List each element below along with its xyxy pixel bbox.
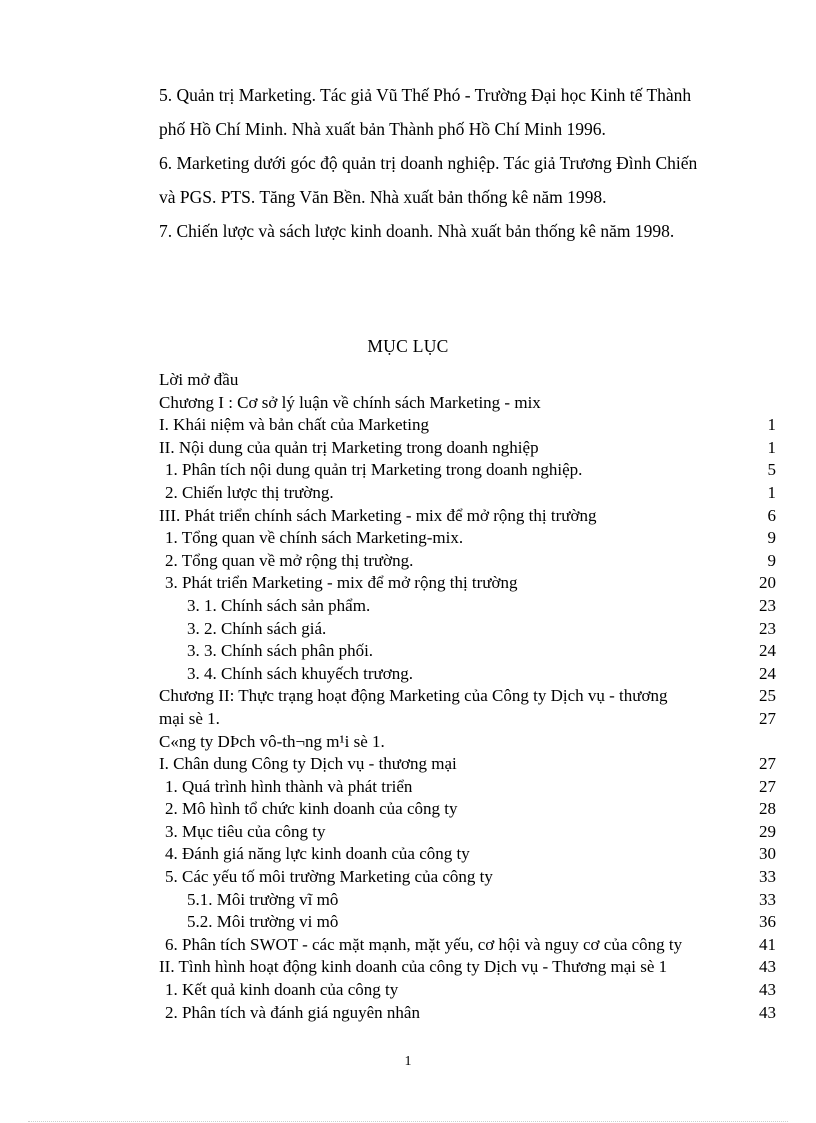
toc-entry-label: Chương I : Cơ sở lý luận về chính sách Marketing - mix — [159, 392, 541, 412]
toc-entry-label: 5.1. Môi trường vĩ mô — [187, 889, 339, 909]
toc-entry-label: 5. Các yếu tố môi trường Marketing của công ty — [165, 867, 493, 887]
toc-entry — [159, 505, 776, 528]
page-number: 1 — [404, 1054, 412, 1069]
toc-entry-page: 27 — [759, 776, 776, 796]
toc-entry — [159, 843, 776, 866]
toc-entry-label: 2. Mô hình tổ chức kinh doanh của công ty — [165, 799, 458, 819]
toc-entry — [159, 776, 776, 799]
toc-entry-label: I. Chân dung Công ty Dịch vụ - thương mại — [159, 754, 457, 774]
toc-entry-label: 3. 1. Chính sách sản phẩm. — [187, 595, 371, 615]
toc-entry — [159, 482, 776, 505]
toc-entry-page: 23 — [759, 618, 776, 638]
toc-entry-label: 6. Phân tích SWOT - các mặt mạnh, mặt yếu, cơ hội và nguy cơ của công ty — [165, 934, 683, 954]
toc-entry-page: 20 — [759, 573, 776, 593]
toc-entry — [159, 821, 776, 844]
toc-entry-label: 3. Phát triển Marketing - mix để mở rộng thị trường — [165, 573, 518, 593]
reference-line: 6. Marketing dưới góc độ quản trị doanh nghiệp. Tác giả Trương Đình Chiến — [159, 153, 698, 173]
toc-entry-label: Chương II: Thực trạng hoạt động Marketing của Công ty Dịch vụ - thương — [159, 686, 668, 706]
toc-entry-label: C«ng ty DÞch vô-th¬ng m¹i sè 1. — [159, 731, 385, 751]
toc-entry — [159, 527, 776, 550]
toc-entry-label: II. Nội dung của quản trị Marketing trong doanh nghiệp — [159, 437, 539, 457]
toc-entry-page: 43 — [759, 980, 776, 1000]
toc-entry-label: mại sè 1. — [159, 708, 220, 728]
toc-entry — [159, 550, 776, 573]
toc-entry-page: 36 — [759, 912, 776, 932]
toc-entry-page: 9 — [767, 528, 776, 548]
toc-entry — [159, 1002, 776, 1025]
toc-entry-label: 3. 2. Chính sách giá. — [187, 618, 327, 638]
toc-entry-page: 43 — [759, 957, 776, 977]
toc-entry-page: 27 — [759, 754, 776, 774]
reference-line: 7. Chiến lược và sách lược kinh doanh. Nhà xuất bản thống kê năm 1998. — [159, 221, 675, 241]
references-section — [159, 78, 739, 248]
toc-entry-label: 1. Quá trình hình thành và phát triển — [165, 776, 413, 796]
reference-line: 5. Quản trị Marketing. Tác giả Vũ Thế Phó - Trường Đại học Kinh tế Thành — [159, 85, 692, 105]
toc-entry-label: II. Tình hình hoạt động kinh doanh của công ty Dịch vụ - Thương mại sè 1 — [159, 957, 668, 977]
toc-entry-label: 1. Phân tích nội dung quản trị Marketing trong doanh nghiệp. — [165, 460, 583, 480]
toc-entry-page: 9 — [767, 550, 776, 570]
toc-entry — [159, 595, 776, 618]
toc-entry-label: 3. Mục tiêu của công ty — [165, 821, 326, 841]
toc-entry-label: 2. Tổng quan về mở rộng thị trường. — [165, 550, 414, 570]
toc-entry — [159, 753, 776, 776]
toc-entry-label: III. Phát triển chính sách Marketing - mix để mở rộng thị trường — [159, 505, 597, 525]
toc-entry — [159, 640, 776, 663]
toc-entry-label: 3. 4. Chính sách khuyếch trương. — [187, 663, 413, 683]
toc-entry-page: 29 — [759, 821, 776, 841]
toc-entry-page: 5 — [767, 460, 776, 480]
toc-entry-page: 33 — [759, 867, 776, 887]
toc-entry-page: 24 — [759, 641, 776, 661]
reference-line: phố Hồ Chí Minh. Nhà xuất bản Thành phố Hồ Chí Minh 1996. — [159, 119, 606, 139]
toc-entry-page: 41 — [759, 934, 776, 954]
toc-entry — [159, 572, 776, 595]
toc-entry-label: 2. Chiến lược thị trường. — [165, 482, 334, 502]
table-of-contents — [159, 369, 776, 1024]
toc-entry — [159, 618, 776, 641]
toc-entry-label: 3. 3. Chính sách phân phối. — [187, 641, 374, 661]
toc-entry-page: 30 — [759, 844, 776, 864]
toc-entry — [159, 708, 776, 731]
toc-entry-label: 4. Đánh giá năng lực kinh doanh của công ty — [165, 844, 470, 864]
toc-entry — [159, 934, 776, 957]
toc-entry-label: 2. Phân tích và đánh giá nguyên nhân — [165, 1002, 420, 1022]
toc-entry-page: 1 — [767, 482, 776, 502]
toc-entry — [159, 459, 776, 482]
toc-entry-page: 1 — [767, 437, 776, 457]
toc-entry-page: 43 — [759, 1002, 776, 1022]
toc-entry-page: 24 — [759, 663, 776, 683]
toc-entry — [159, 979, 776, 1002]
toc-entry — [159, 889, 776, 912]
toc-entry-page: 25 — [759, 686, 776, 706]
toc-entry-label: 1. Kết quả kinh doanh của công ty — [165, 980, 399, 1000]
toc-entry-label: 1. Tổng quan về chính sách Marketing-mix. — [165, 528, 464, 548]
reference-line: và PGS. PTS. Tăng Văn Bền. Nhà xuất bản thống kê năm 1998. — [159, 187, 607, 207]
page-bottom-divider — [28, 1121, 788, 1122]
toc-entry-label: I. Khái niệm và bản chất của Marketing — [159, 415, 430, 435]
toc-entry-page: 27 — [759, 708, 776, 728]
toc-entry — [159, 731, 776, 754]
toc-entry — [159, 392, 776, 415]
toc-title: MỤC LỤC — [367, 336, 449, 356]
toc-entry-label: 5.2. Môi trường vi mô — [187, 912, 339, 932]
toc-entry-label: Lời mở đầu — [159, 370, 239, 389]
toc-entry — [159, 369, 776, 392]
toc-entry-page: 28 — [759, 799, 776, 819]
toc-entry — [159, 911, 776, 934]
toc-entry-page: 23 — [759, 595, 776, 615]
toc-entry — [159, 437, 776, 460]
toc-entry — [159, 798, 776, 821]
toc-entry — [159, 866, 776, 889]
toc-entry-page: 33 — [759, 889, 776, 909]
toc-entry-page: 1 — [767, 415, 776, 435]
toc-entry — [159, 956, 776, 979]
toc-entry-page: 6 — [767, 505, 776, 525]
toc-entry — [159, 685, 776, 708]
toc-entry — [159, 663, 776, 686]
toc-entry — [159, 414, 776, 437]
